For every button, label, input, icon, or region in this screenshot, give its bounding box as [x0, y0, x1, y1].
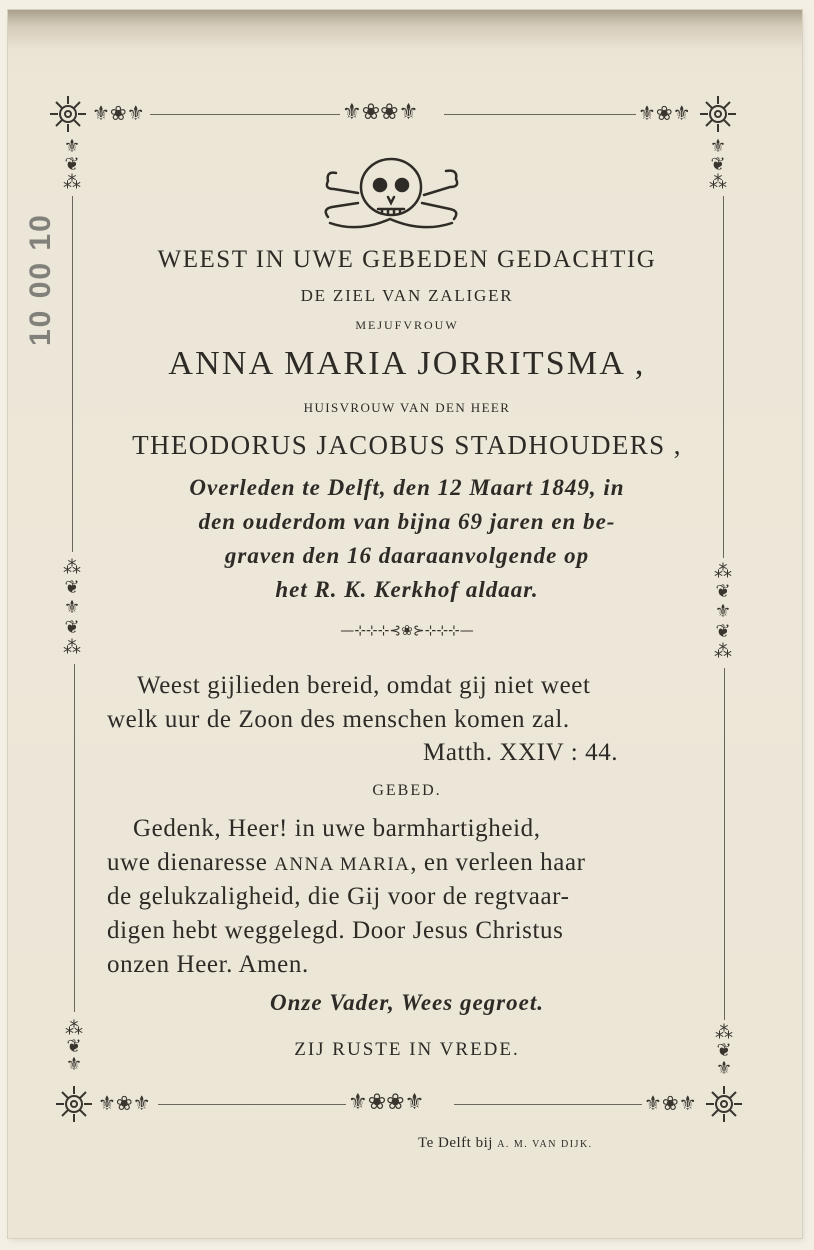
prayer-deceased-name: ANNA MARIA [274, 854, 411, 875]
deceased-name: ANNA MARIA JORRITSMA , [168, 345, 646, 382]
prayer-line-2-start: uwe dienaresse [107, 849, 275, 876]
death-notice-line-3: graven den 16 daaraanvolgende op [224, 543, 590, 568]
scroll-ornament-top-left-icon: ⚜❀⚜ [92, 101, 145, 125]
printer-name: A. M. VAN DIJK. [497, 1139, 593, 1150]
border-top-right-rule [444, 114, 636, 115]
border-left-lower-rule [74, 664, 75, 1012]
prayer-title: GEBED. [372, 782, 442, 799]
scroll-ornament-top-center-icon: ⚜❀❀⚜ [342, 100, 419, 125]
archive-number: 10 00 10 [24, 213, 57, 347]
death-notice-line-2: den ouderdom van bijna 69 jaren en be- [198, 509, 616, 534]
border-top-left-rule [150, 114, 340, 115]
printer-prefix: Te Delft bij [418, 1135, 498, 1151]
prayer-line-4: digen hebt weggelegd. Door Jesus Christus [107, 917, 564, 944]
corner-ornament-bottom-right [704, 1084, 744, 1124]
heading-line-5: HUISVROUW VAN DEN HEER [303, 400, 511, 415]
prayer-line-1: Gedenk, Heer! in uwe barmhartigheid, [133, 815, 541, 842]
husband-name: THEODORUS JACOBUS STADHOUDERS , [132, 430, 682, 460]
scroll-ornament-left-upper-icon: ⚜ ❦ ⁂ [63, 136, 81, 193]
border-right-lower-rule [724, 668, 725, 1020]
prayer-line-2-end: , en verleen haar [410, 849, 586, 876]
death-notice-line-1: Overleden te Delft, den 12 Maart 1849, in [189, 475, 625, 500]
heading-line-3: MEJUFVROUW [355, 318, 459, 332]
heading-line-2: DE ZIEL VAN ZALIGER [300, 286, 514, 305]
prayer-line-5: onzen Heer. Amen. [107, 951, 309, 978]
scroll-ornament-bottom-center-icon: ⚜❀❀⚜ [348, 1090, 425, 1115]
scroll-ornament-bottom-left-icon: ⚜❀⚜ [98, 1091, 151, 1115]
printer-imprint [418, 1135, 593, 1152]
prayer-line-2 [107, 849, 586, 877]
scripture-reference: Matth. XXIV : 44. [423, 739, 619, 766]
heading-line-1: WEEST IN UWE GEBEDEN GEDACHTIG [157, 246, 657, 273]
rest-in-peace: ZIJ RUSTE IN VREDE. [294, 1039, 520, 1060]
paper-shadow [8, 10, 802, 50]
scroll-ornament-right-upper-icon: ⚜ ❦ ⁂ [709, 136, 727, 193]
scripture-line-2: welk uur de Zoon des menschen komen zal. [107, 706, 570, 733]
corner-ornament-top-left [48, 94, 88, 134]
scroll-ornament-top-right-icon: ⚜❀⚜ [638, 101, 691, 125]
death-notice-line-4: het R. K. Kerkhof aldaar. [275, 577, 539, 602]
scroll-ornament-right-lower-icon: ⁂ ❦ ⚜ [715, 1022, 733, 1079]
skull-crossbones-icon [318, 153, 464, 235]
scroll-ornament-left-middle-icon: ⁂ ❦ ⚜ ❦ ⁂ [63, 557, 81, 658]
border-bottom-right-rule [454, 1104, 642, 1105]
section-divider: —⊹⊹⊹⊰❀⊱⊹⊹⊹— [340, 623, 474, 639]
prayer-line-3: de gelukzaligheid, die Gij voor de regtvaar- [107, 883, 570, 910]
scroll-ornament-right-middle-icon: ⁂ ❦ ⚜ ❦ ⁂ [714, 561, 732, 662]
corner-ornament-bottom-left [54, 1084, 94, 1124]
scroll-ornament-left-lower-icon: ⁂ ❦ ⚜ [65, 1018, 83, 1075]
scroll-ornament-bottom-right-icon: ⚜❀⚜ [644, 1091, 697, 1115]
scripture-line-1: Weest gijlieden bereid, omdat gij niet weet [137, 672, 591, 699]
border-bottom-left-rule [158, 1104, 346, 1105]
closing-prayers: Onze Vader, Wees gegroet. [270, 990, 544, 1015]
corner-ornament-top-right [698, 94, 738, 134]
